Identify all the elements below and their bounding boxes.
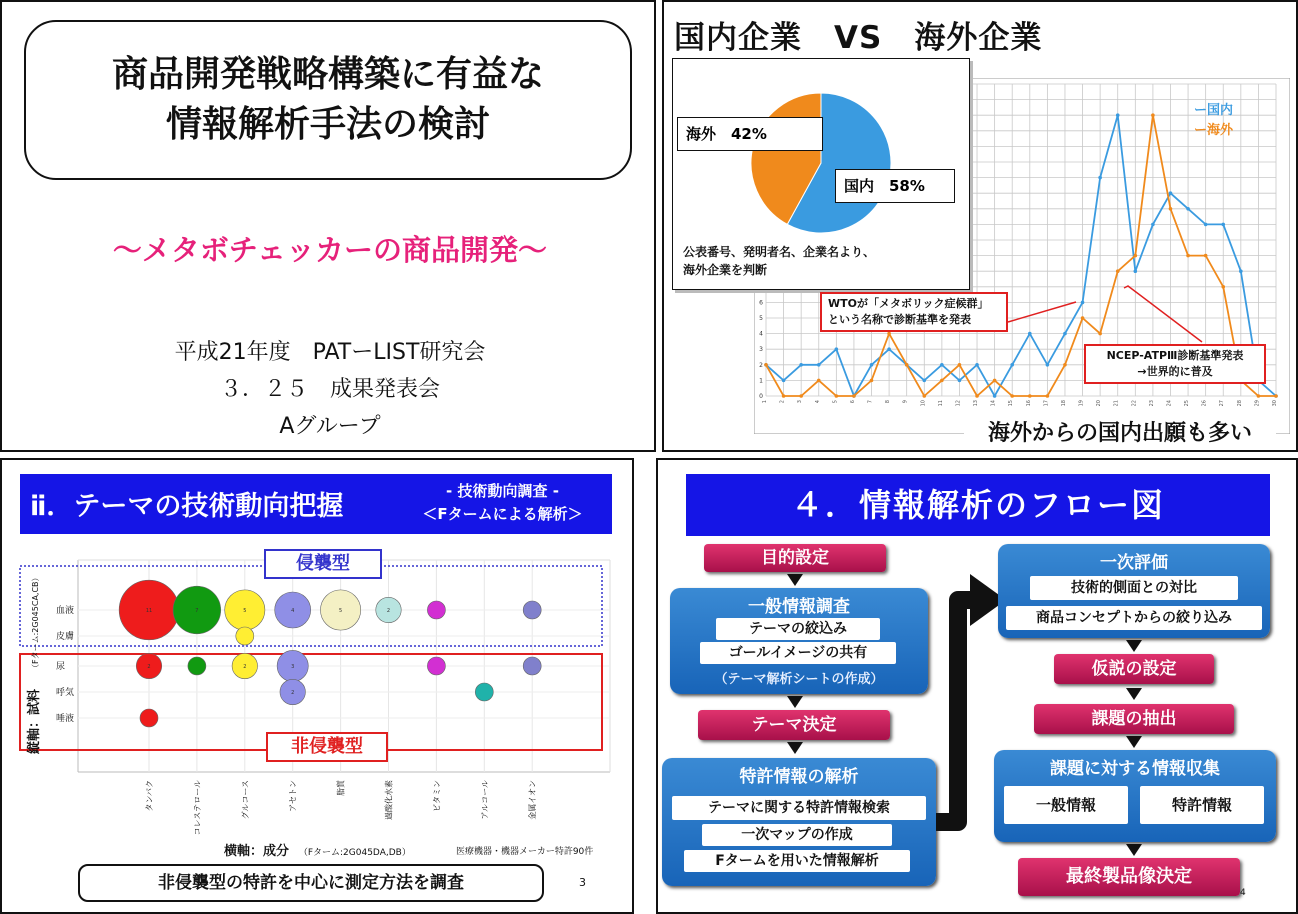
series-point-overseas	[1274, 394, 1278, 398]
source-note: 医療機器・機器メーカー特許90件	[456, 847, 594, 857]
category-label: タンパク	[145, 780, 154, 812]
series-point-overseas	[1204, 254, 1208, 258]
callout-wto	[820, 292, 1008, 332]
callout-ncep-line-1: NCEP-ATPⅢ診断基準発表	[1106, 349, 1244, 362]
patent-item-2: 一次マップの作成	[702, 824, 892, 846]
series-point-overseas	[817, 379, 821, 383]
step-final: 最終製品像決定	[1018, 858, 1240, 896]
general-item-1: テーマの絞込み	[716, 618, 880, 640]
y-axis-sub: （Fターム:2G045CA,CB）	[31, 573, 40, 672]
series-point-overseas	[993, 379, 997, 383]
series-point-domestic	[922, 379, 926, 383]
arrow-down-1	[787, 574, 803, 586]
title-line-1: 商品開発戦略構築に有益な	[111, 54, 544, 95]
series-point-overseas	[799, 394, 803, 398]
callout-wto-pointer	[1004, 298, 1084, 328]
callout-ncep-line-2: →世界的に普及	[1137, 365, 1213, 378]
bubble-label: 5	[339, 608, 343, 614]
x-tick-label: 2	[779, 400, 786, 404]
bubble-point	[140, 709, 158, 727]
bubble-label: 2	[243, 664, 247, 670]
patent-analysis-box	[662, 758, 936, 886]
category-label: アセトン	[288, 780, 298, 812]
x-tick-label: 22	[1131, 400, 1138, 407]
x-tick-label: 26	[1201, 400, 1208, 407]
x-axis-label-row	[224, 840, 411, 859]
x-axis-sub: （Fターム:2G045DA,DB）	[298, 848, 411, 858]
series-point-overseas	[835, 394, 839, 398]
y-tick-label: 3	[759, 346, 763, 354]
header-side-line-1: - 技術動向調査 -	[446, 482, 559, 500]
category-label: 過酸化水素	[384, 780, 394, 820]
series-point-overseas	[940, 379, 944, 383]
series-point-domestic	[870, 363, 874, 367]
y-tick-label: 4	[759, 330, 763, 338]
row-label: 呼気	[56, 688, 75, 698]
pie-panel	[672, 58, 970, 290]
series-point-domestic	[799, 363, 803, 367]
x-tick-label: 29	[1254, 400, 1261, 407]
x-tick-label: 11	[937, 400, 944, 407]
x-tick-label: 10	[920, 400, 927, 407]
bubble-chart	[18, 540, 622, 860]
flow-diagram-slide	[656, 458, 1298, 914]
arrow-down-6	[1126, 736, 1142, 748]
arrow-down-3	[787, 742, 803, 754]
x-tick-label: 30	[1272, 400, 1278, 407]
title-line-2: 情報解析手法の検討	[165, 104, 490, 145]
x-tick-label: 21	[1113, 400, 1120, 407]
patent-item-1: テーマに関する特許情報検索	[672, 796, 926, 820]
series-point-domestic	[1151, 223, 1155, 227]
arrow-down-5	[1126, 688, 1142, 700]
series-point-domestic	[1116, 113, 1120, 117]
row-label: 唾液	[56, 714, 75, 724]
callout-wto-line-1: WTOが「メタボリック症候群」	[828, 297, 989, 310]
eval-item-1: 技術的側面との対比	[1030, 576, 1238, 600]
header-main: ⅱ．テーマの技術動向把握	[30, 491, 344, 522]
series-point-domestic	[835, 347, 839, 351]
series-point-overseas	[852, 394, 856, 398]
row-label: 尿	[56, 662, 66, 672]
series-point-overseas	[1186, 254, 1190, 258]
row-label: 皮膚	[56, 632, 75, 642]
series-point-overseas	[1063, 363, 1067, 367]
slide-footer: 海外からの国内出願も多い	[964, 416, 1276, 447]
bubble-label: 2	[291, 690, 295, 696]
bubble-point	[188, 657, 206, 675]
series-point-overseas	[1028, 394, 1032, 398]
series-point-domestic	[1028, 332, 1032, 336]
category-label: グルコース	[240, 780, 250, 820]
subtitle: ～メタボチェッカーの商品開発～	[112, 233, 548, 267]
step-purpose: 目的設定	[704, 544, 886, 572]
info-line-3: Aグループ	[279, 414, 381, 439]
noninvasive-label: 非侵襲型	[266, 732, 388, 762]
pie-note	[683, 243, 875, 279]
invasive-label: 侵襲型	[264, 549, 382, 579]
x-tick-label: 20	[1096, 400, 1103, 407]
series-point-domestic	[1010, 363, 1014, 367]
info-collection-title: 課題に対する情報収集	[1050, 759, 1220, 779]
slide-header	[20, 474, 612, 534]
series-point-domestic	[1186, 207, 1190, 211]
bubble-label: 5	[243, 608, 247, 614]
series-point-domestic	[1239, 269, 1243, 273]
series-point-domestic	[1134, 269, 1138, 273]
y-axis-label: 縦軸：試料	[27, 688, 42, 754]
x-tick-label: 3	[797, 400, 804, 404]
series-point-overseas	[922, 394, 926, 398]
primary-eval-box	[998, 544, 1270, 638]
series-point-domestic	[975, 363, 979, 367]
legend-domestic: ー国内	[1194, 103, 1234, 118]
y-tick-label: 0	[759, 393, 763, 400]
series-point-overseas	[1134, 254, 1138, 258]
category-label: 金属イオン	[528, 780, 538, 820]
pie-note-line-1: 公表番号、発明者名、企業名より、	[683, 245, 876, 259]
slide-title: 国内企業 VS 海外企業	[674, 20, 1043, 56]
series-point-overseas	[1257, 394, 1261, 398]
bubble-label: 3	[291, 664, 295, 670]
series-point-overseas	[1010, 394, 1014, 398]
series-point-overseas	[1046, 394, 1050, 398]
legend-overseas: ー海外	[1194, 123, 1234, 138]
general-item-2: ゴールイメージの共有	[700, 642, 896, 664]
y-tick-label: 5	[759, 315, 763, 322]
patent-item-3: Fタームを用いた情報解析	[684, 850, 910, 872]
series-point-overseas	[1169, 207, 1173, 211]
info-line-2: ３．２５ 成果発表会	[219, 377, 440, 402]
series-point-domestic	[782, 379, 786, 383]
step-issue: 課題の抽出	[1034, 704, 1234, 734]
arrow-down-4	[1126, 640, 1142, 652]
bubble-point	[236, 627, 254, 645]
bubble-label: 7	[195, 608, 199, 614]
info-line-1: 平成21年度 PATーLIST研究会	[174, 340, 486, 365]
bubble-point	[427, 657, 445, 675]
x-tick-label: 1	[762, 400, 768, 404]
series-point-domestic	[1046, 363, 1050, 367]
bubble-point	[427, 601, 445, 619]
x-tick-label: 17	[1043, 400, 1050, 407]
series-point-domestic	[1221, 223, 1225, 227]
x-tick-label: 14	[990, 400, 997, 407]
series-point-overseas	[1098, 332, 1102, 336]
x-tick-label: 24	[1166, 400, 1173, 407]
pie-label-overseas: 海外 42%	[677, 117, 823, 151]
x-tick-label: 16	[1025, 400, 1032, 407]
bubble-label: 2	[147, 664, 151, 670]
category-label: コレステロール	[192, 780, 202, 836]
row-label: 血液	[56, 606, 75, 616]
x-tick-label: 6	[849, 400, 856, 404]
eval-item-2: 商品コンセプトからの絞り込み	[1006, 606, 1262, 630]
x-tick-label: 25	[1184, 400, 1191, 407]
series-point-domestic	[1098, 176, 1102, 180]
step-theme: テーマ決定	[698, 710, 890, 740]
general-item-3: （テーマ解析シートの作成）	[714, 672, 884, 687]
presentation-info	[2, 334, 656, 445]
step-hypothesis: 仮説の設定	[1054, 654, 1214, 684]
collect-item-1: 一般情報	[1004, 786, 1128, 824]
series-point-domestic	[940, 363, 944, 367]
title-box	[24, 20, 632, 180]
x-tick-label: 5	[832, 400, 839, 404]
bubble-point	[475, 683, 493, 701]
arrow-down-2	[787, 696, 803, 708]
primary-eval-title: 一次評価	[1100, 553, 1168, 573]
category-label: 脂質	[336, 780, 346, 796]
y-tick-label: 1	[759, 377, 763, 385]
series-point-overseas	[905, 363, 909, 367]
series-point-overseas	[887, 332, 891, 336]
series-point-overseas	[958, 363, 962, 367]
callout-wto-line-2: という名称で診断基準を発表	[828, 313, 971, 326]
pie-label-domestic: 国内 58%	[835, 169, 955, 203]
bubble-label: 2	[386, 608, 391, 614]
y-tick-label: 2	[759, 361, 763, 369]
x-tick-label: 7	[867, 400, 874, 404]
header-side-line-2: ＜Fタームによる解析＞	[422, 505, 583, 523]
series-point-overseas	[870, 379, 874, 383]
x-tick-label: 4	[814, 400, 821, 404]
series-point-overseas	[1151, 113, 1155, 117]
series-point-overseas	[1221, 285, 1225, 289]
series-point-overseas	[764, 363, 768, 367]
series-point-overseas	[782, 394, 786, 398]
series-point-domestic	[993, 394, 997, 398]
info-collection-box	[994, 750, 1276, 842]
series-point-domestic	[817, 363, 821, 367]
x-tick-label: 18	[1060, 400, 1067, 407]
series-point-overseas	[1116, 269, 1120, 273]
pie-note-line-2: 海外企業を判断	[683, 263, 768, 277]
general-info-box	[670, 588, 928, 694]
x-tick-label: 9	[902, 400, 909, 404]
title-slide	[0, 0, 656, 452]
category-label: アルコール	[480, 780, 490, 820]
x-tick-label: 28	[1236, 400, 1243, 407]
page-number: 3	[579, 876, 586, 889]
page-number: 4	[1240, 888, 1246, 898]
bubble-point	[523, 657, 541, 675]
bubble-point	[523, 601, 541, 619]
x-tick-label: 8	[885, 400, 892, 404]
x-tick-label: 27	[1219, 400, 1226, 407]
series-point-overseas	[975, 394, 979, 398]
slide-header: ４．情報解析のフロー図	[686, 474, 1270, 536]
x-tick-label: 15	[1008, 400, 1015, 407]
series-point-domestic	[958, 379, 962, 383]
arrow-down-7	[1126, 844, 1142, 856]
category-label: ビタミン	[432, 780, 442, 812]
series-point-domestic	[1063, 332, 1067, 336]
bubble-label: 4	[291, 608, 295, 614]
patent-analysis-title: 特許情報の解析	[739, 767, 859, 787]
y-tick-label: 6	[759, 299, 763, 307]
series-point-domestic	[887, 347, 891, 351]
series-point-domestic	[1169, 191, 1173, 195]
callout-ncep-pointer	[1120, 284, 1210, 346]
bubble-label: 11	[145, 608, 153, 614]
summary-box: 非侵襲型の特許を中心に測定方法を調査	[78, 864, 544, 902]
x-tick-label: 13	[973, 400, 980, 407]
series-point-domestic	[1204, 223, 1208, 227]
header-side	[400, 480, 605, 526]
callout-ncep	[1084, 344, 1266, 384]
collect-item-2: 特許情報	[1140, 786, 1264, 824]
x-axis-label: 横軸：成分	[224, 844, 290, 859]
domestic-vs-overseas-slide	[662, 0, 1298, 452]
tech-trend-slide	[0, 458, 634, 914]
x-tick-label: 12	[955, 400, 962, 407]
general-info-title: 一般情報調査	[748, 597, 850, 617]
x-tick-label: 19	[1078, 400, 1085, 407]
x-tick-label: 23	[1148, 400, 1155, 407]
